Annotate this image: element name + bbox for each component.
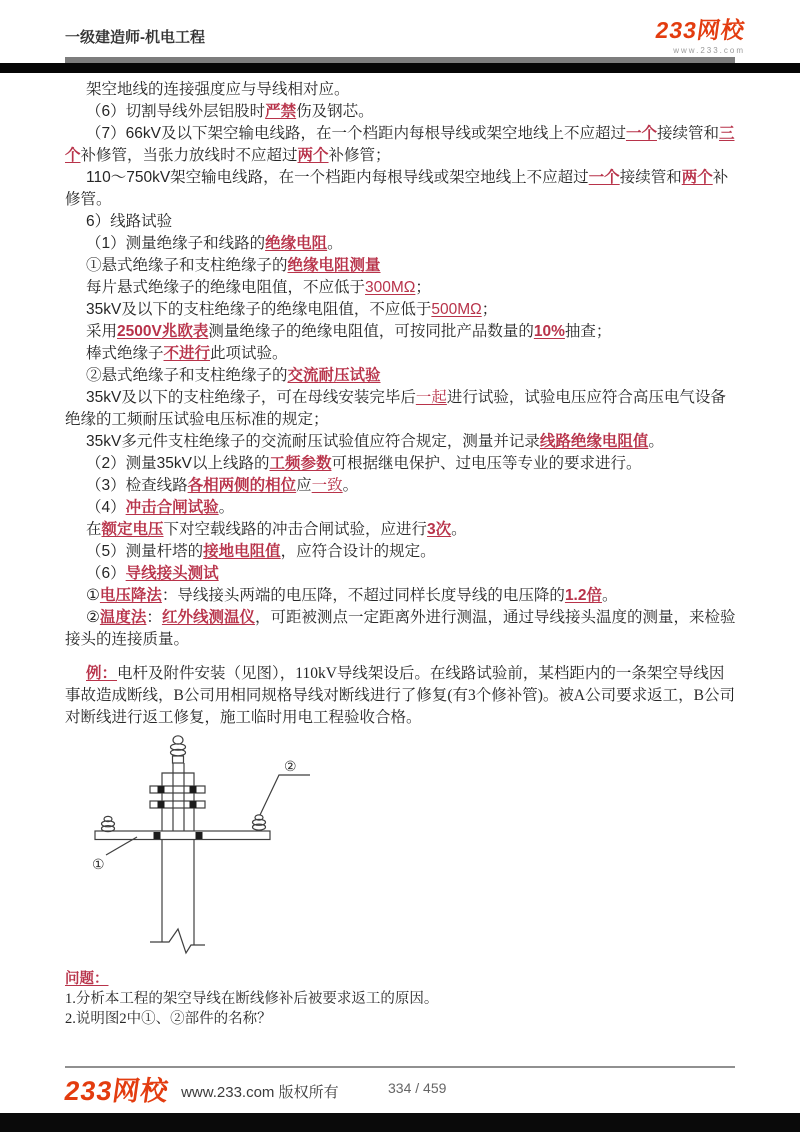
page-indicator: 334 / 459	[388, 1080, 447, 1096]
paragraph	[65, 277, 737, 299]
paragraph	[65, 123, 737, 167]
text-run: 每片悬式绝缘子的绝缘电阻值，不应低于	[86, 279, 366, 296]
highlight-text: 冲击合闸试验	[125, 499, 219, 516]
text-run: （5）测量杆塔的	[86, 543, 204, 560]
questions-section	[65, 969, 737, 1029]
text-run: ，可距被测点一定距离外进行测温，通过导线接头温度的测量，来检验接头的连接质量。	[65, 609, 736, 648]
paragraph	[65, 211, 737, 233]
paragraph	[65, 167, 737, 211]
highlight-text: 例：	[86, 665, 118, 682]
highlight-text: 绝缘电阻测量	[287, 257, 381, 274]
highlight-text: 交流耐压试验	[287, 367, 381, 384]
highlight-text: 不进行	[163, 345, 211, 362]
text-run: 6）线路试验	[86, 213, 173, 230]
paragraph	[65, 233, 737, 255]
question-item: 1.分析本工程的架空导线在断线修补后被要求返工的原因。	[65, 991, 439, 1007]
text-run: （4）	[86, 499, 126, 516]
highlight-text: 一起	[415, 389, 447, 406]
text-run: ②	[86, 609, 100, 626]
text-run: 110～750kV架空输电线路，在一个档距内每根导线或架空地线上不应超过	[86, 169, 589, 186]
paragraph	[65, 475, 737, 497]
text-run: 。	[327, 235, 343, 252]
pole-diagram-svg	[85, 731, 335, 967]
paragraph	[65, 365, 737, 387]
text-run: （1）测量绝缘子和线路的	[86, 235, 266, 252]
highlight-text: 接地电阻值	[203, 543, 281, 560]
text-run: 35kV及以下的支柱绝缘子的绝缘电阻值，不应低于	[86, 301, 432, 318]
highlight-text: 各相两侧的相位	[187, 477, 297, 494]
text-run: ，应符合设计的规定。	[280, 543, 436, 560]
bolt	[190, 786, 197, 793]
highlight-text: 一致	[311, 477, 343, 494]
brand-logo	[653, 12, 747, 55]
highlight-text: 3次	[427, 521, 452, 538]
text-run: 进行试验，试验电压应符合高压电气设备绝缘的工频耐压试验电压标准的规定；	[65, 389, 726, 428]
text-run: （3）检查线路	[86, 477, 188, 494]
content-paragraphs	[65, 79, 737, 729]
content-area	[65, 79, 737, 1064]
paragraph	[65, 343, 737, 365]
top-insulator-neck	[173, 756, 184, 763]
bolt	[158, 786, 165, 793]
highlight-text: 500MΩ	[431, 301, 482, 318]
highlight-text: 工频参数	[269, 455, 332, 472]
text-run: 。	[218, 499, 235, 516]
header-black-bar	[0, 63, 800, 73]
text-run: 架空地线的连接强度应与导线相对应。	[86, 81, 350, 98]
text-run: ；	[415, 279, 431, 296]
leader-line-part2	[260, 775, 310, 815]
text-run: 采用	[86, 323, 118, 340]
text-run: （6）切割导线外层铝股时	[86, 103, 266, 120]
highlight-text: 电压降法	[99, 587, 162, 604]
text-run: 电杆及附件安装（见图），110kV导线架设后。在线路试验前，某档距内的一条架空导线因事故造成断线，B公司用相同规格导线对断线进行了修复(有3个修补管)。被A公司要求返工，B公司对断线进行返工修复，施工临时用电工程验收合格。	[65, 665, 735, 726]
highlight-text: 两个	[297, 147, 329, 164]
highlight-text: 严禁	[265, 103, 297, 120]
text-run: ①	[86, 587, 100, 604]
text-run: ①悬式绝缘子和支柱绝缘子的	[86, 257, 288, 274]
text-run: 35kV及以下的支柱绝缘子，可在母线安装完毕后	[86, 389, 416, 406]
text-run: （6）	[86, 565, 126, 582]
paragraph	[65, 607, 737, 651]
paragraph	[65, 453, 737, 475]
text-run: 抽查；	[564, 323, 612, 340]
highlight-text: 红外线测温仪	[161, 609, 255, 626]
paragraph	[65, 663, 737, 729]
paragraph	[65, 79, 737, 101]
footer-logo-text: 233网校	[62, 1075, 171, 1106]
text-run: （2）测量35kV以上线路的	[86, 455, 270, 472]
text-run: 在	[86, 521, 102, 538]
highlight-text: 温度法	[99, 609, 147, 626]
text-run: 。	[342, 477, 359, 494]
highlight-text: 2500V兆欧表	[117, 323, 209, 340]
text-run: 接续管和	[619, 169, 682, 186]
text-run: 。	[451, 521, 467, 538]
questions-label: 问题：	[65, 971, 109, 987]
text-run: 接续管和	[656, 125, 719, 142]
text-run: 棒式绝缘子	[86, 345, 164, 362]
crossarm	[95, 831, 270, 840]
text-run: 伤及钢芯。	[296, 103, 374, 120]
paragraph	[65, 585, 737, 607]
text-run: 。	[602, 587, 618, 604]
question-list	[65, 989, 737, 1029]
paragraph	[65, 387, 737, 431]
header-title: 一级建造师-机电工程	[65, 29, 205, 46]
text-run: ；	[481, 301, 498, 318]
paragraph	[65, 497, 737, 519]
paragraph	[65, 299, 737, 321]
paragraph	[65, 563, 737, 585]
brand-logo-url: www.233.com	[673, 46, 745, 55]
paragraph	[65, 431, 737, 453]
bolt	[158, 801, 165, 808]
text-run: 。	[648, 433, 664, 450]
paragraph	[65, 321, 737, 343]
footer-copyright: www.233.com 版权所有	[181, 1083, 339, 1101]
paragraph	[65, 101, 737, 123]
part-label-1: ①	[92, 856, 105, 872]
highlight-text: 导线接头测试	[125, 565, 219, 582]
highlight-text: 一个	[625, 125, 657, 142]
text-run: ：	[146, 609, 162, 626]
text-run: 此项试验。	[210, 345, 288, 362]
text-run: 下对空载线路的冲击合闸试验，应进行	[163, 521, 428, 538]
text-run: 补修管。	[65, 169, 729, 208]
bolt	[154, 832, 161, 839]
paragraph	[65, 541, 737, 563]
brand-logo-text: 233网校	[653, 17, 747, 43]
highlight-text: 1.2倍	[564, 587, 602, 604]
text-run: ：导线接头两端的电压降，不超过同样长度导线的电压降的	[161, 587, 565, 604]
text-run: 测量绝缘子的绝缘电阻值，可按同批产品数量的	[208, 323, 534, 340]
text-run: 补修管，当张力放线时不应超过	[80, 147, 298, 164]
highlight-text: 线路绝缘电阻值	[539, 433, 649, 450]
footer-black-bar	[0, 1113, 800, 1132]
highlight-text: 三个	[65, 125, 735, 164]
highlight-text: 额定电压	[101, 521, 164, 538]
text-run: ②悬式绝缘子和支柱绝缘子的	[86, 367, 288, 384]
text-run: 35kV多元件支柱绝缘子的交流耐压试验值应符合规定，测量并记录	[86, 433, 540, 450]
text-run: 应	[296, 477, 312, 494]
highlight-text: 300MΩ	[365, 279, 416, 296]
highlight-text: 绝缘电阻	[265, 235, 328, 252]
paragraph	[65, 519, 737, 541]
text-run: 补修管；	[328, 147, 391, 164]
highlight-text: 两个	[681, 169, 713, 186]
pole-figure	[65, 729, 737, 967]
text-run: 可根据继电保护、过电压等专业的要求进行。	[331, 455, 642, 472]
bolt	[190, 801, 197, 808]
pole-top	[162, 773, 194, 831]
highlight-text: 一个	[588, 169, 620, 186]
footer-rule	[65, 1066, 735, 1068]
text-run: （7）66kV及以下架空输电线路，在一个档距内每根导线或架空地线上不应超过	[86, 125, 626, 142]
break-symbol	[150, 929, 205, 953]
top-insulator-cap	[173, 736, 183, 744]
footer	[62, 1072, 339, 1106]
question-item: 2.说明图2中①、②部件的名称？	[65, 1011, 272, 1027]
highlight-text: 10%	[533, 323, 565, 340]
paragraph	[65, 255, 737, 277]
part-label-2: ②	[284, 758, 297, 774]
bolt	[196, 832, 203, 839]
